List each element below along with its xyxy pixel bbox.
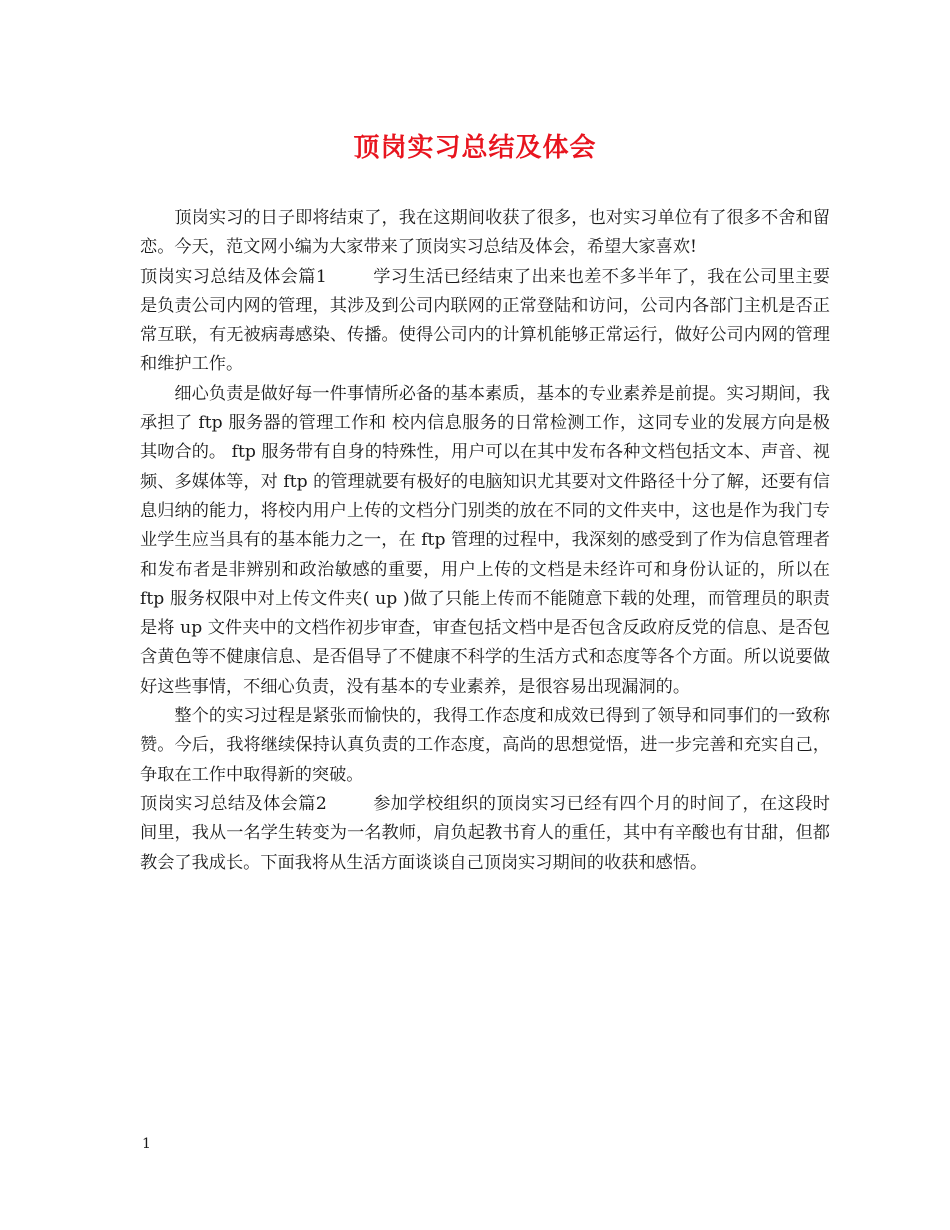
piece-1-paragraph: [140, 263, 830, 380]
conclusion-paragraph: 整个的实习过程是紧张而愉快的，我得工作态度和成效已得到了领导和同事们的一致称赞。今后，我将继续保持认真负责的工作态度，高尚的思想觉悟，进一步完善和充实自己，争取在工作中取得新的突破。: [140, 706, 830, 785]
intro-paragraph: 顶岗实习的日子即将结束了，我在这期间收获了很多，也对实习单位有了很多不舍和留恋。今天，范文网小编为大家带来了顶岗实习总结及体会，希望大家喜欢!: [140, 208, 830, 258]
piece-1-text: 学习生活已经结束了出来也差不多半年了，我在公司里主要是负责公司内网的管理，其涉及到公司内联网的正常登陆和访问，公司内各部门主机是否正常互联，有无被病毒感染、传播。使得公司内的计算机能够正常运行，做好公司内网的管理和维护工作。: [140, 266, 830, 375]
piece-1-heading: 顶岗实习总结及体会篇1: [140, 266, 327, 287]
responsibility-paragraph: 细心负责是做好每一件事情所必备的基本素质，基本的专业素养是前提。实习期间，我承担了 ftp 服务器的管理工作和 校内信息服务的日常检测工作，这同专业的发展方向是极其吻合的。 ftp 服务带有自身的特殊性，用户可以在其中发布各种文档包括文本、声音、视频、多媒体等，对 ftp 的管理就要有极好的电脑知识尤其要对文件路径十分了解，还要有信息归纳的能力，将校内用户上传的文档分门别类的放在不同的文件夹中，这也是作为我门专业学生应当具有的基本能力之一，在 ftp 管理的过程中，我深刻的感受到了作为信息管理者和发布者是非辨别和政治敏感的重要，用户上传的文档是未经许可和身份认证的，所以在 ftp 服务权限中对上传文件夹( up )做了只能上传而不能随意下载的处理，而管理员的职责是将 up 文件夹中的文档作初步审查，审查包括文档中是否包含反政府反党的信息、是否包含黄色等不健康信息、是否倡导了不健康不科学的生活方式和态度等各个方面。所以说要做好这些事情，不细心负责，没有基本的专业素养，是很容易出现漏洞的。: [140, 383, 830, 697]
piece-2-heading: 顶岗实习总结及体会篇2: [140, 793, 327, 814]
piece-2-paragraph: [140, 790, 830, 878]
page-number: 1: [142, 1136, 151, 1152]
document-body: [140, 204, 830, 878]
document-title: 顶岗实习总结及体会: [353, 133, 597, 163]
piece-2-text: 参加学校组织的顶岗实习已经有四个月的时间了，在这段时间里，我从一名学生转变为一名教师，肩负起教书育人的重任，其中有辛酸也有甘甜，但都教会了我成长。下面我将从生活方面谈谈自己顶岗实习期间的收获和感悟。: [140, 793, 830, 873]
